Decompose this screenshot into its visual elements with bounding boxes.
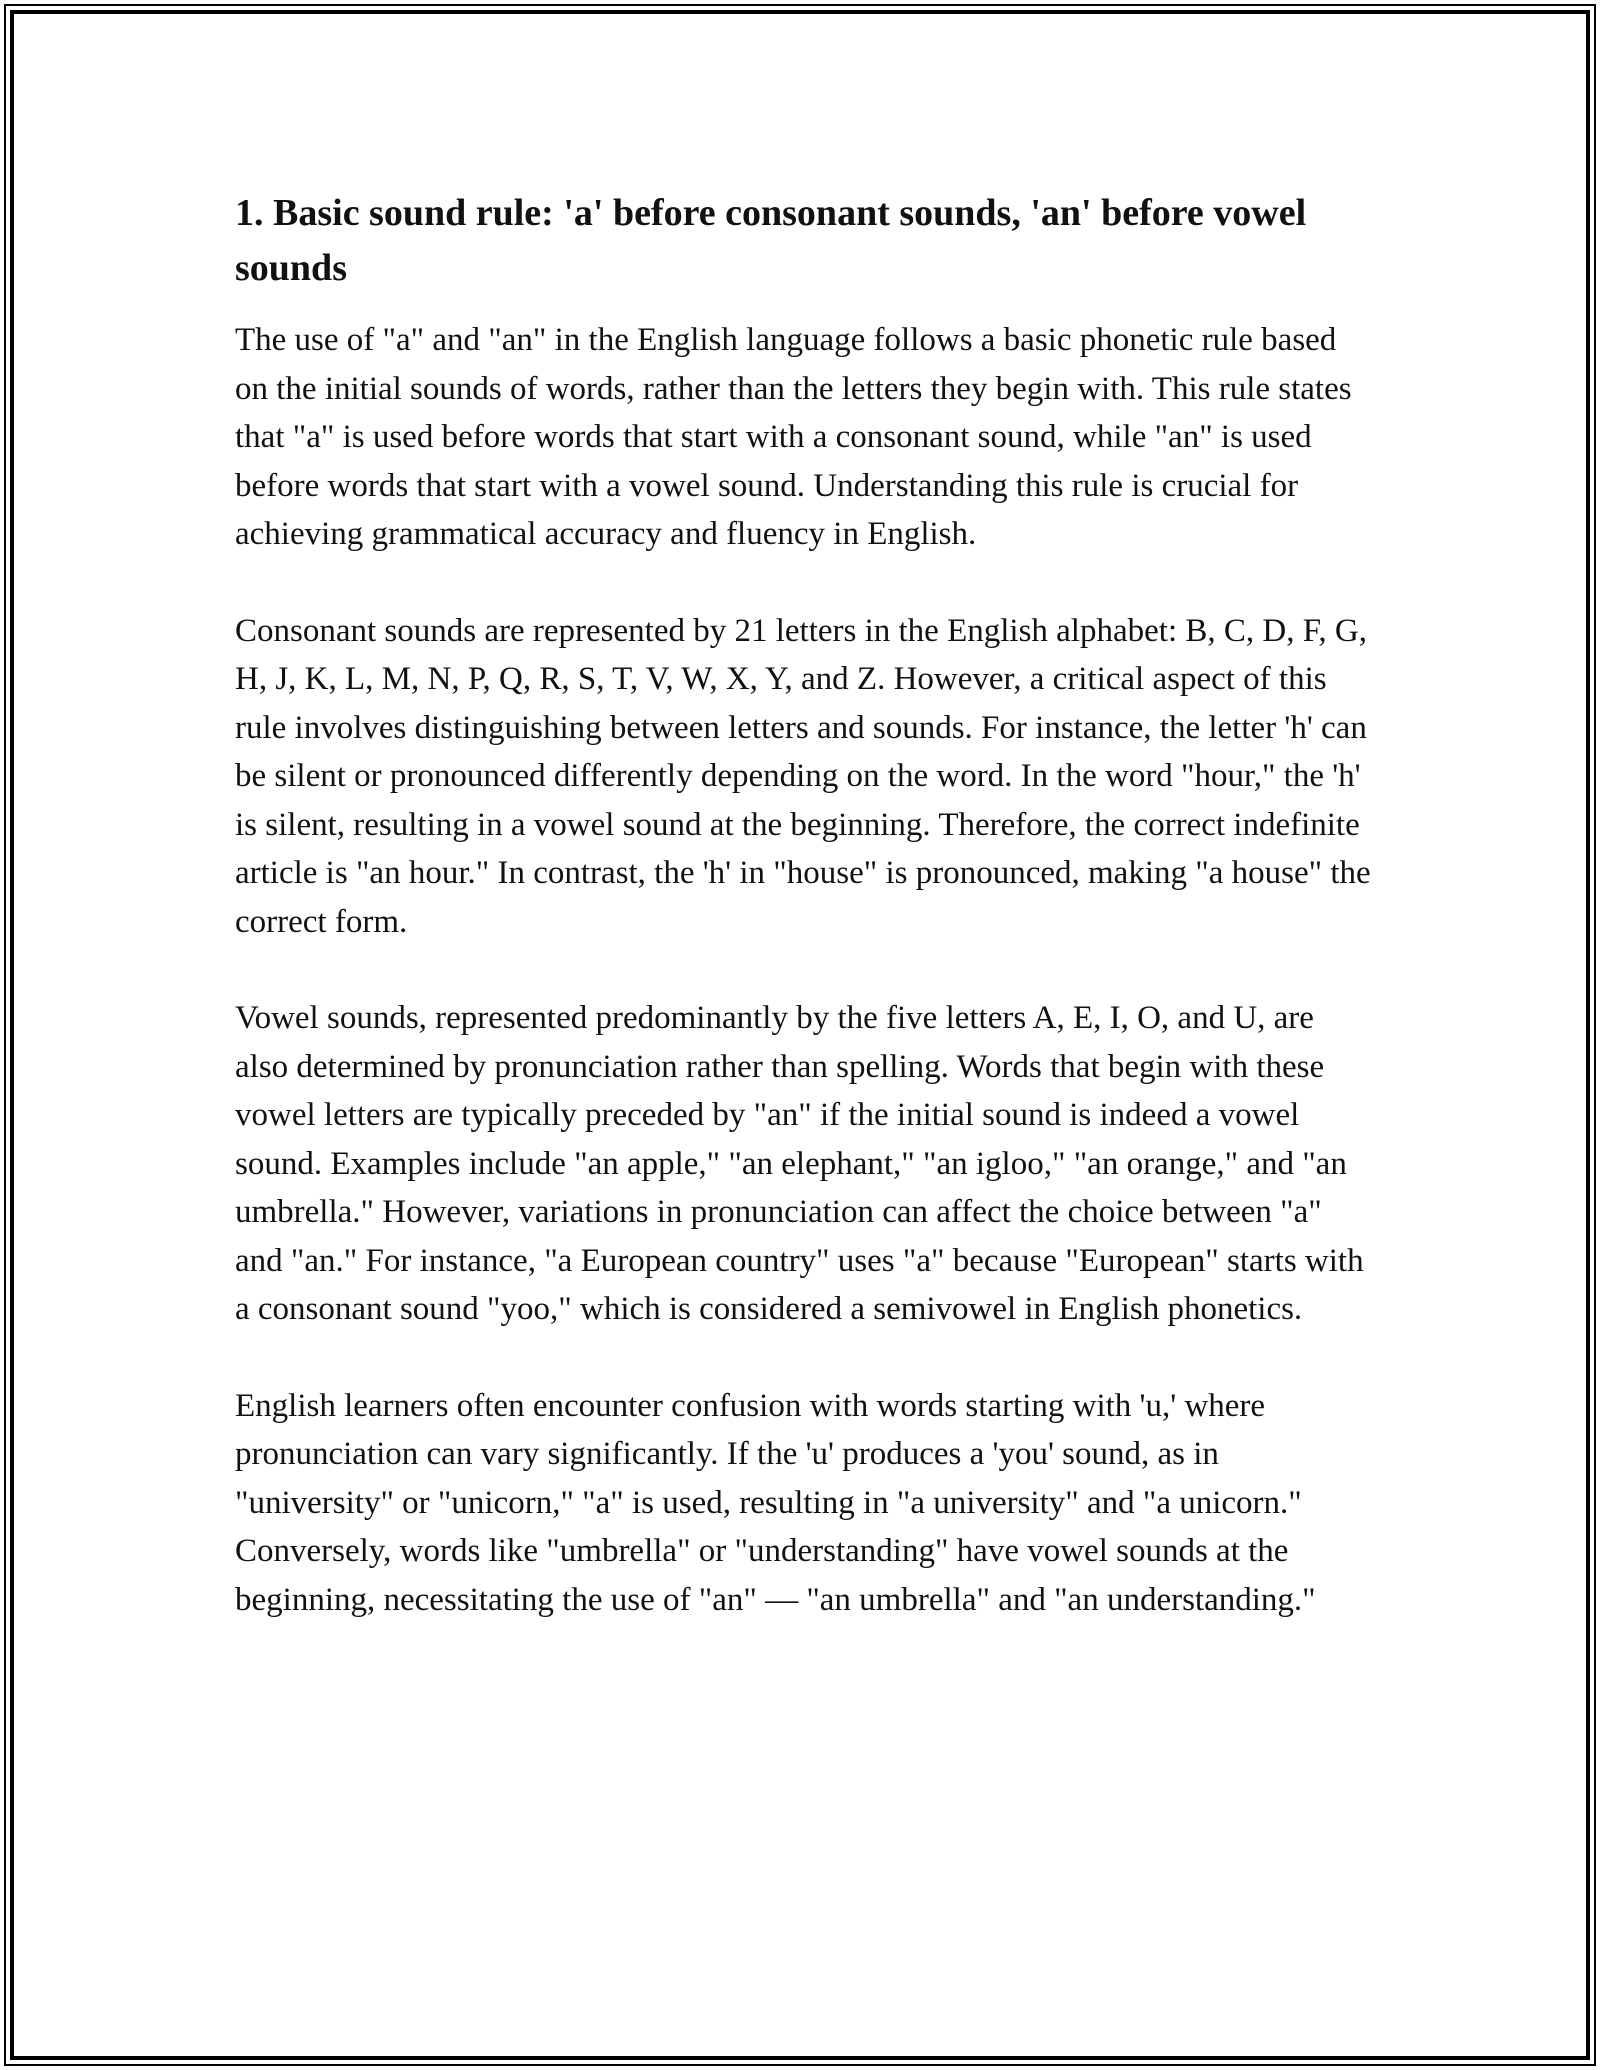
paragraph-intro: The use of "a" and "an" in the English language follows a basic phonetic rule based on the initial sounds of words, rather than the letters they begin with. This rule states that "a" is used before words that start with a consonant sound, while "an" is used before words that start with a vowel sound. Understanding this rule is crucial for achieving grammatical accuracy and fluency in English. xyxy=(235,322,1352,552)
section-heading: 1. Basic sound rule: 'a' before consonant sounds, 'an' before vowel sounds xyxy=(235,192,1307,289)
document-body xyxy=(235,186,1375,1672)
paragraph-consonant-sounds: Consonant sounds are represented by 21 letters in the English alphabet: B, C, D, F, G, H, J, K, L, M, N, P, Q, R, S, T, V, W, X, Y, and Z. However, a critical aspect of this rule involves distinguishing between letters and sounds. For instance, the letter 'h' can be silent or pronounced differently depending on the word. In the word "hour," the 'h' is silent, resulting in a vowel sound at the beginning. Therefore, the correct indefinite article is "an hour." In contrast, the 'h' in "house" is pronounced, making "a house" the correct form. xyxy=(235,612,1371,940)
paragraph-u-words: English learners often encounter confusion with words starting with 'u,' where pronunciation can vary significantly. If the 'u' produces a 'you' sound, as in "university" or "unicorn," "a" is used, resulting in "a university" and "a unicorn." Conversely, words like "umbrella" or "understanding" have vowel sounds at the beginning, necessitating the use of "an" — "an umbrella" and "an understanding." xyxy=(235,1387,1316,1618)
paragraph-vowel-sounds: Vowel sounds, represented predominantly by the five letters A, E, I, O, and U, are also determined by pronunciation rather than spelling. Words that begin with these vowel letters are typically preceded by "an" if the initial sound is indeed a vowel sound. Examples include "an apple," "an elephant," "an igloo," "an orange," and "an umbrella." However, variations in pronunciation can affect the choice between "a" and "an." For instance, "a European country" uses "a" because "European" starts with a consonant sound "yoo," which is considered a semivowel in English phonetics. xyxy=(235,1000,1364,1327)
